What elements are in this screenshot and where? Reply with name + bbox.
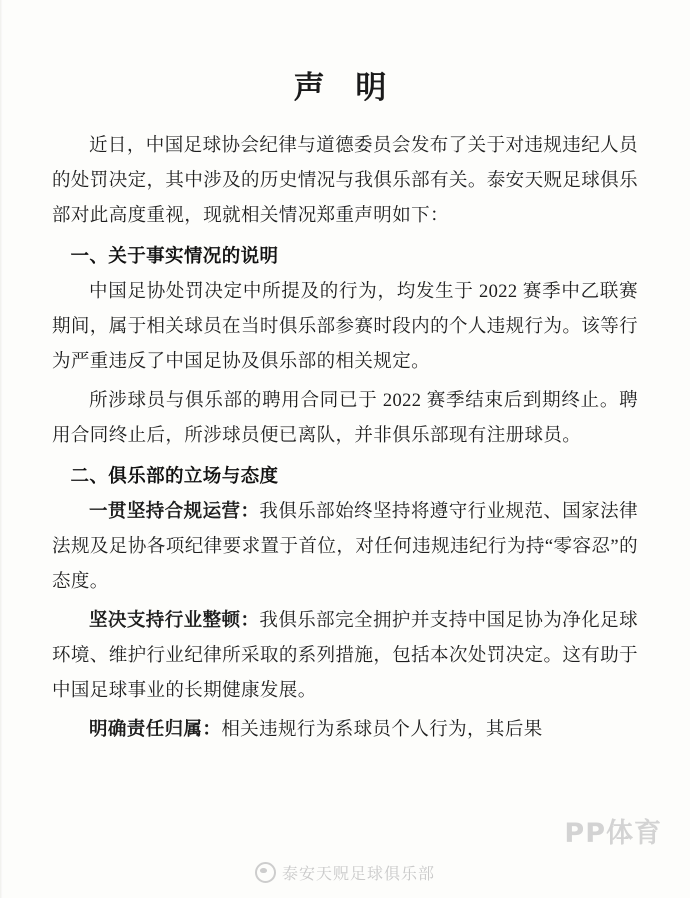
- watermark-logo: PP体育: [564, 818, 662, 849]
- paragraph-stance-3-body: 相关违规行为系球员个人行为，其后果: [221, 720, 543, 740]
- page-title: 声 明: [293, 70, 397, 106]
- page-edge-shadow: [0, 0, 3, 898]
- paragraph-stance-1: [52, 495, 638, 600]
- section-heading-2: 二、俱乐部的立场与态度: [70, 467, 279, 487]
- paragraph-facts-1: 中国足协处罚决定中所提及的行为，均发生于 2022 赛季中乙联赛期间，属于相关球员在当时俱乐部参赛时段内的个人违规行为。该等行为严重违反了中国足协及俱乐部的相关规定。: [52, 282, 638, 372]
- paragraph-intro: 近日，中国足球协会纪律与道德委员会发布了关于对违规违纪人员的处罚决定，其中涉及的历史情况与我俱乐部有关。泰安天贶足球俱乐部对此高度重视，现就相关情况郑重声明如下：: [52, 136, 638, 226]
- paragraph-stance-2-lead: 坚决支持行业整顿：: [89, 611, 260, 631]
- paragraph-stance-3-lead: 明确责任归属：: [89, 720, 222, 740]
- paragraph-stance-2: [52, 604, 638, 709]
- paragraph-stance-3: [52, 713, 638, 748]
- paragraph-stance-2-body: 我俱乐部完全拥护并支持中国足协为净化足球环境、维护行业纪律所采取的系列措施，包括本次处罚决定。这有助于中国足球事业的长期健康发展。: [52, 611, 638, 701]
- weibo-icon: [255, 862, 276, 883]
- paragraph-stance-1-lead: 一贯坚持合规运营：: [89, 502, 260, 522]
- paragraph-stance-1-body: 我俱乐部始终坚持将遵守行业规范、国家法律法规及足协各项纪律要求置于首位，对任何违规违纪行为持“零容忍”的态度。: [52, 502, 638, 592]
- watermark-weibo: [0, 861, 690, 884]
- watermark-weibo-handle: 泰安天贶足球俱乐部: [281, 864, 435, 883]
- section-heading-1: 一、关于事实情况的说明: [70, 247, 279, 267]
- paragraph-facts-2: 所涉球员与俱乐部的聘用合同已于 2022 赛季结束后到期终止。聘用合同终止后，所涉球员便已离队，并非俱乐部现有注册球员。: [52, 391, 638, 446]
